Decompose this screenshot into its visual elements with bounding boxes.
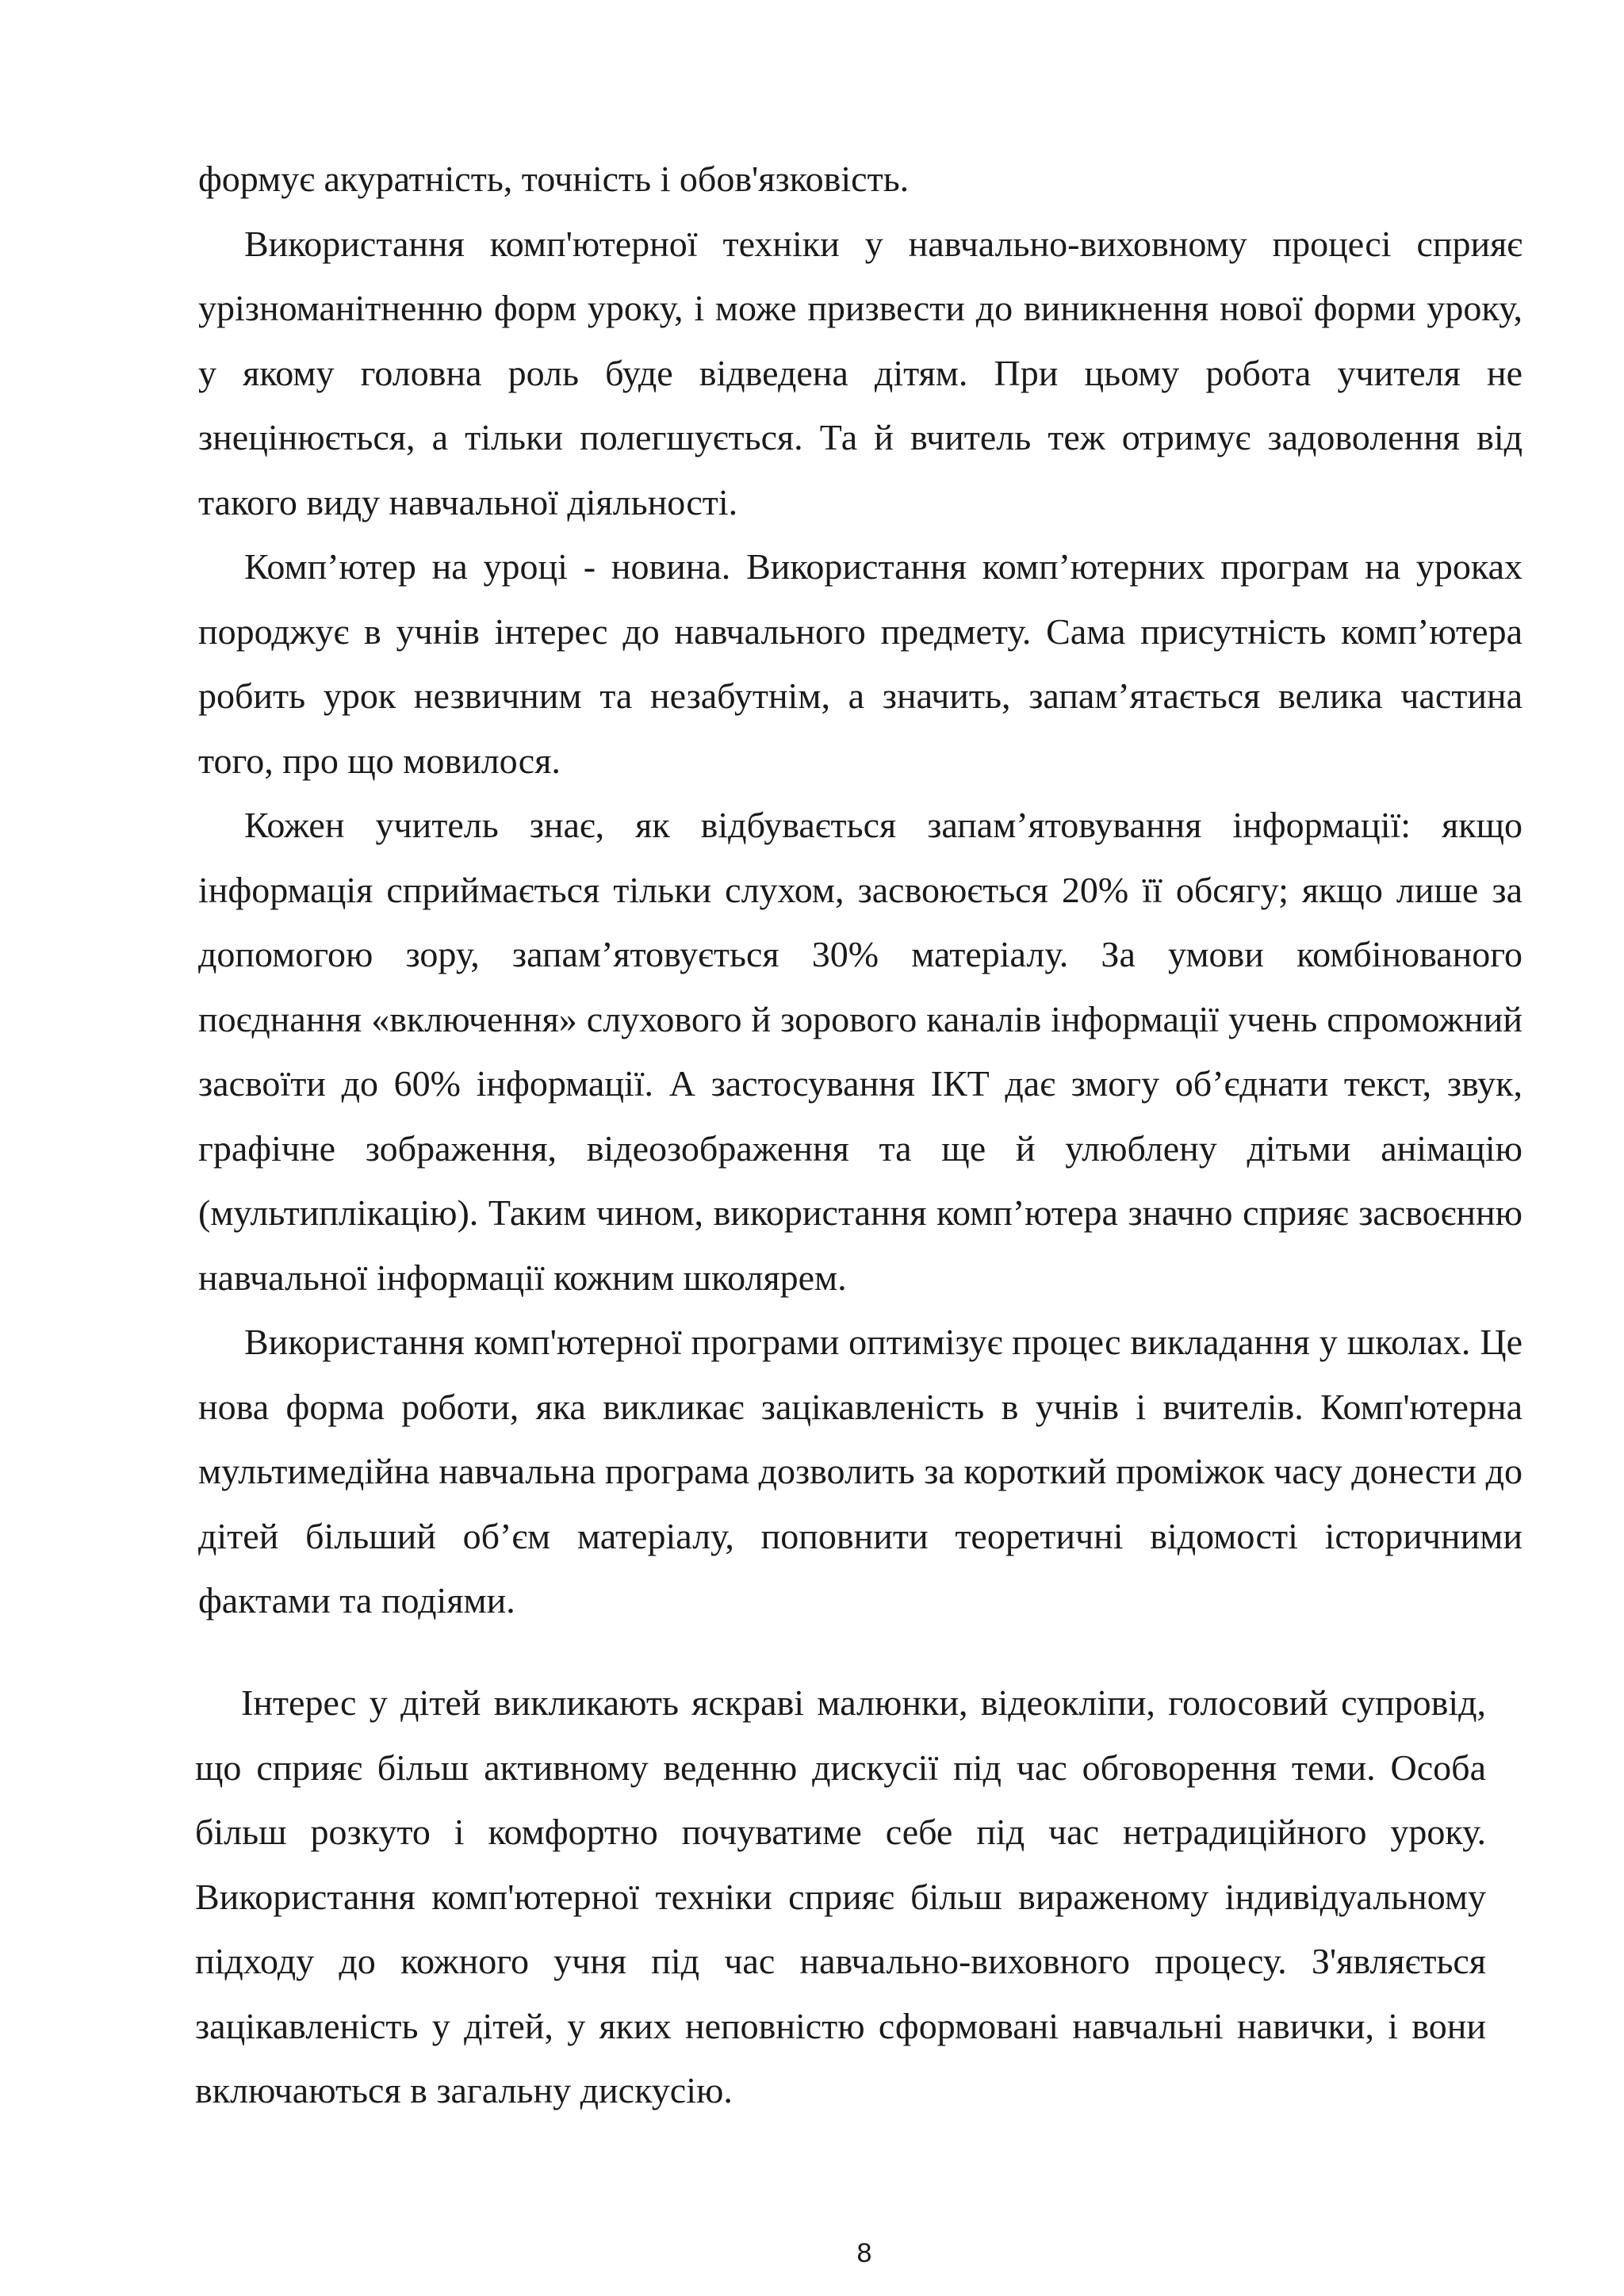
body-text-final xyxy=(195,1670,1486,2123)
paragraph-continuation: формує акуратність, точність і обов'язковість. xyxy=(198,159,910,199)
paragraph-interest: Інтерес у дітей викликають яскраві малюнки, відеокліпи, голосовий супровід, що сприяє більш активному веденню дискусії під час обговорення теми. Особа більш розкуто і комфортно почуватиме себе під час нетрадиційного уроку. Використання комп'ютерної техніки сприяє більш вираженому індивідуальному підходу до кожного учня під час навчально-виховного процесу. З'являється зацікавленість у дітей, у яких неповністю сформовані навчальні навички, і вони включаються в загальну дискусію. xyxy=(195,1682,1486,2110)
page-number: 8 xyxy=(856,2238,872,2268)
paragraph-computer-novelty: Комп’ютер на уроці - новина. Використання комп’ютерних програм на уроках породжує в учнів інтерес до навчального предмету. Сама присутність комп’ютера робить урок незвичним та незабутнім, а значить, запам’ятається велика частина того, про що мовилося. xyxy=(198,546,1522,781)
body-text xyxy=(198,147,1522,1633)
paragraph-computer-technique: Використання комп'ютерної техніки у навчально-виховному процесі сприяє урізноманітненню форм уроку, і може призвести до виникнення нової форми уроку, у якому головна роль буде відведена дітям. При цьому робота учителя не знецінюється, а тільки полегшується. Та й вчитель теж отримує задоволення від такого виду навчальної діяльності. xyxy=(198,223,1522,522)
paragraph-memorization: Кожен учитель знає, як відбувається запам’ятовування інформації: якщо інформація сприймається тільки слухом, засвоюється 20% її обсягу; якщо лише за допомогою зору, запам’ятовується 30% матеріалу. За умови комбінованого поєднання «включення» слухового й зорового каналів інформації учень спроможний засвоїти до 60% інформації. А застосування ІКТ дає змогу об’єднати текст, звук, графічне зображення, відеозображення та ще й улюблену дітьми анімацію (мультиплікацію). Таким чином, використання комп’ютера значно сприяє засвоєнню навчальної інформації кожним школярем. xyxy=(198,805,1522,1298)
paragraph-program-optimization: Використання комп'ютерної програми оптимізує процес викладання у школах. Це нова форма роботи, яка викликає зацікавленість в учнів і вчителів. Комп'ютерна мультимедійна навчальна програма дозволить за короткий проміжок часу донести до дітей більший об’єм матеріалу, поповнити теоретичні відомості історичними фактами та подіями. xyxy=(198,1322,1522,1621)
